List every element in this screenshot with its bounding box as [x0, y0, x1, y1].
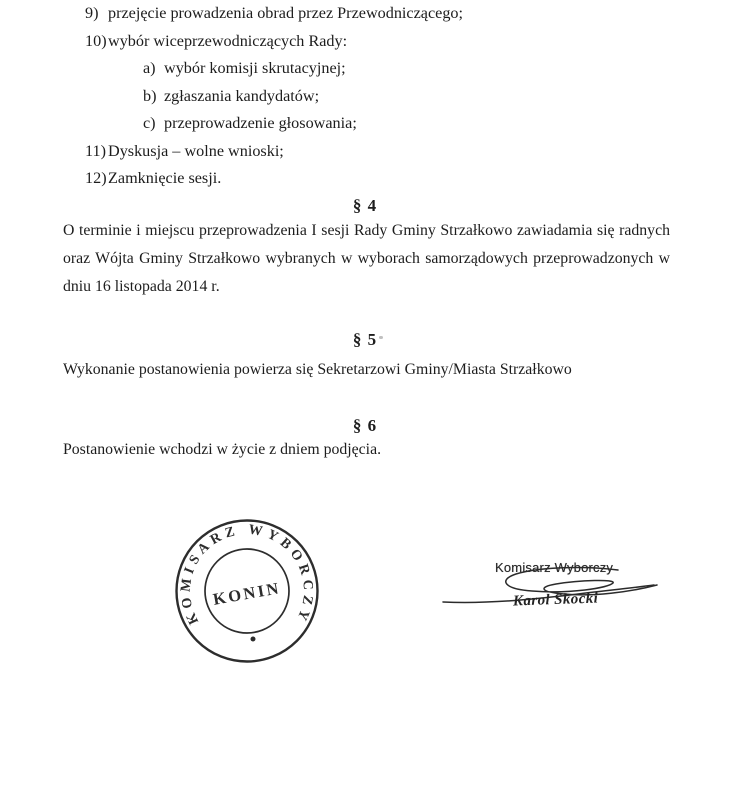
list-item-text: Zamknięcie sesji. — [108, 169, 222, 187]
list-item-text: wybór komisji skrutacyjnej; — [164, 59, 346, 77]
list-item-text: zgłaszania kandydatów; — [164, 86, 320, 105]
paragraph-line: Postanowienie wchodzi w życie z dniem podjęcia. — [63, 441, 382, 458]
stamp-center-text: KONIN — [211, 578, 283, 609]
signature-title: Komisarz Wyborczy — [495, 560, 614, 575]
list-item-marker: 9) — [85, 4, 99, 22]
list-subitem — [0, 110, 730, 138]
list-item-marker: 11) — [85, 141, 106, 160]
section-body-6 — [63, 436, 670, 464]
list-item-text: przeprowadzenie głosowania; — [164, 114, 357, 132]
list-item-text: Dyskusja – wolne wnioski; — [108, 141, 284, 160]
list-item-marker: a) — [143, 59, 156, 77]
list-item — [0, 165, 730, 193]
signature-block — [440, 556, 675, 626]
stamp-bottom-dot — [251, 637, 256, 642]
list-item-marker: b) — [143, 86, 157, 105]
list-item — [0, 0, 730, 28]
list-item-marker: 10) — [85, 31, 107, 50]
scan-artifact-dot — [379, 336, 383, 339]
list-subitem — [0, 55, 730, 83]
agenda-list — [0, 0, 730, 193]
list-item-marker: 12) — [85, 169, 107, 187]
list-subitem — [0, 83, 730, 111]
paragraph-line: Wykonanie postanowienia powierza się Sekretarzowi Gminy/Miasta Strzałkowo — [63, 361, 572, 378]
section-heading-6: § 6 — [352, 416, 378, 435]
section-heading-4: § 4 — [352, 196, 378, 215]
section-body-4 — [63, 217, 670, 301]
list-item-text: wybór wiceprzewodniczących Rady: — [108, 31, 348, 50]
list-item — [0, 28, 730, 56]
list-item-text: przejęcie prowadzenia obrad przez Przewodniczącego; — [108, 4, 464, 22]
list-item-marker: c) — [143, 114, 156, 132]
komisarz-wyborczy-stamp — [172, 516, 322, 666]
paragraph-line: oraz Wójta Gminy Strzałkowo wybranych w wyborach samorządowych przeprowadzonych w — [63, 250, 670, 267]
list-item — [0, 138, 730, 166]
section-heading-5: § 5 — [352, 330, 378, 349]
paragraph-line: dniu 16 listopada 2014 r. — [63, 278, 220, 295]
stamp-ring-textpath: KOMISARZ WYBORCZY — [178, 522, 316, 627]
signature-name: Karol Skocki — [512, 590, 599, 610]
section-body-5 — [63, 356, 670, 384]
paragraph-line: O terminie i miejscu przeprowadzenia I sesji Rady Gminy Strzałkowo zawiadamia się radnych — [63, 222, 670, 239]
